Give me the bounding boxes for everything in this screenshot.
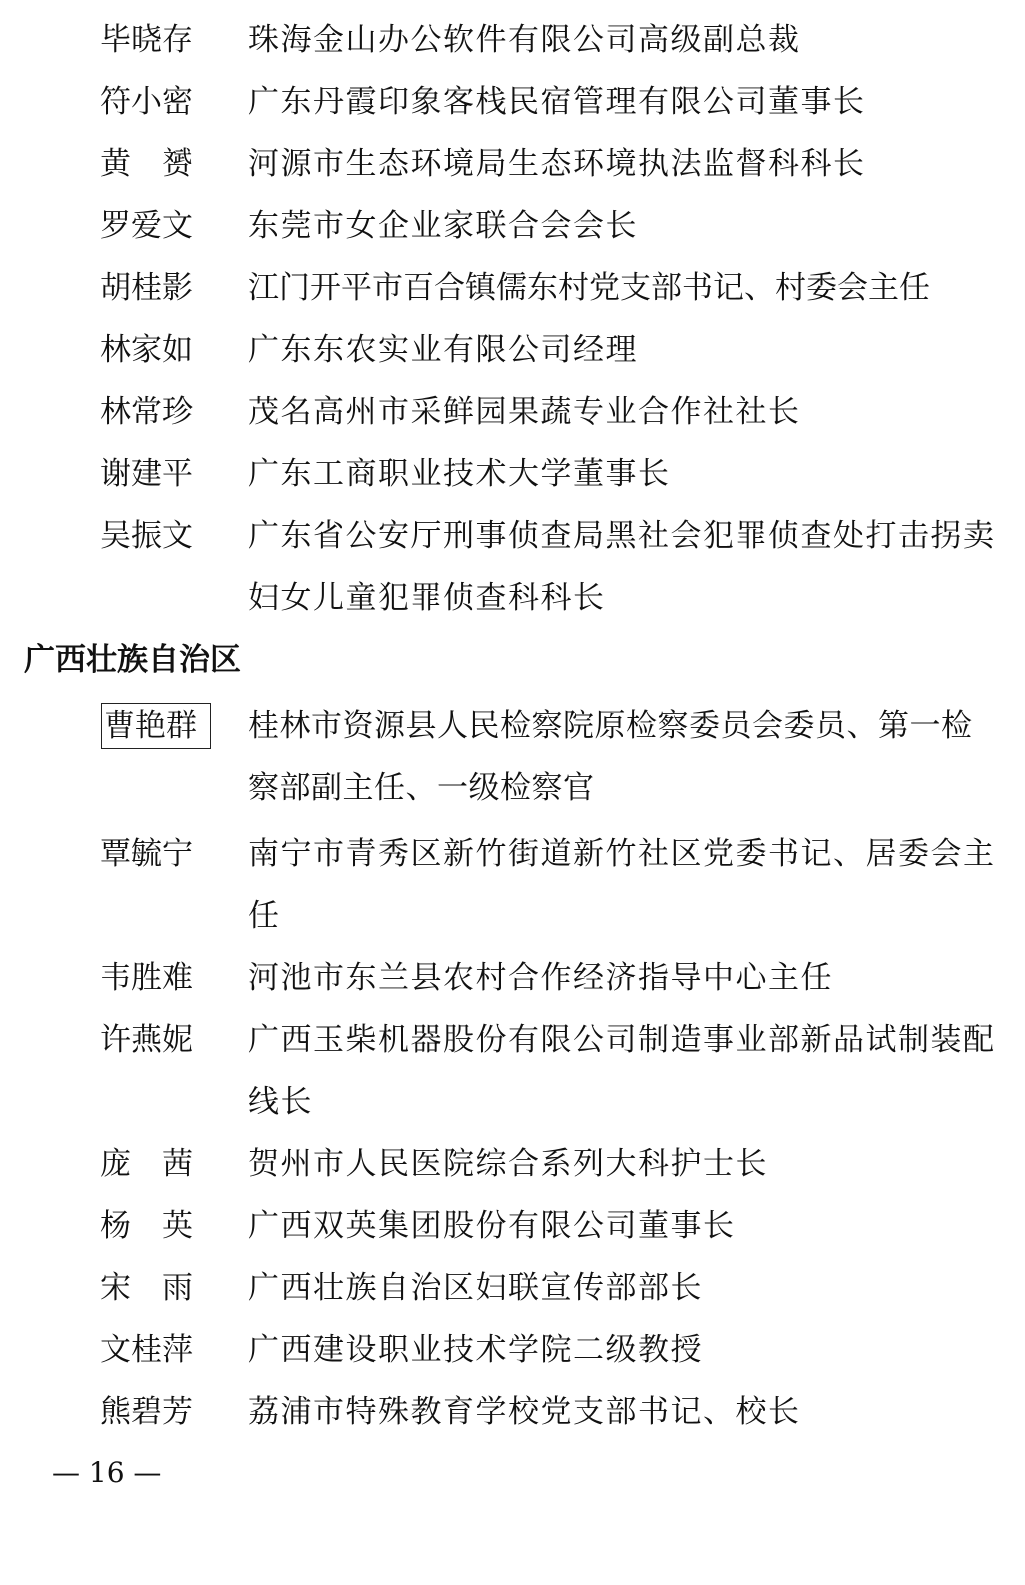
section-heading: 广西壮族自治区 xyxy=(24,642,241,678)
person-title: 广东省公安厅刑事侦查局黑社会犯罪侦查处打击拐卖妇女儿童犯罪侦查科科长 xyxy=(248,518,996,616)
person-name: 罗爱文 xyxy=(100,208,193,244)
person-name: 黄 赟 xyxy=(100,146,193,182)
person-name: 熊碧芳 xyxy=(100,1394,193,1430)
person-name: 覃毓宁 xyxy=(100,836,193,872)
person-title: 广东工商职业技术大学董事长 xyxy=(248,456,671,492)
person-title: 广西玉柴机器股份有限公司制造事业部新品试制装配线长 xyxy=(248,1022,996,1120)
page-number: — 16 — xyxy=(52,1456,162,1489)
person-name: 吴振文 xyxy=(100,518,193,554)
person-title: 广东东农实业有限公司经理 xyxy=(248,332,638,368)
person-name: 曹艳群 xyxy=(104,706,208,746)
person-title: 广东丹霞印象客栈民宿管理有限公司董事长 xyxy=(248,84,866,120)
person-title: 广西建设职业技术学院二级教授 xyxy=(248,1332,703,1368)
person-title: 茂名高州市采鲜园果蔬专业合作社社长 xyxy=(248,394,801,430)
person-name: 许燕妮 xyxy=(100,1022,193,1058)
person-title: 贺州市人民医院综合系列大科护士长 xyxy=(248,1146,768,1182)
person-title: 江门开平市百合镇儒东村党支部书记、村委会主任 xyxy=(248,270,930,306)
person-name: 杨 英 xyxy=(100,1208,193,1244)
person-title: 南宁市青秀区新竹街道新竹社区党委书记、居委会主任 xyxy=(248,836,996,934)
person-title: 河池市东兰县农村合作经济指导中心主任 xyxy=(248,960,833,996)
person-name: 庞 茜 xyxy=(100,1146,193,1182)
person-title: 桂林市资源县人民检察院原检察委员会委员、第一检察部副主任、一级检察官 xyxy=(248,708,973,806)
person-name: 文桂萍 xyxy=(100,1332,193,1368)
person-name: 符小密 xyxy=(100,84,193,120)
person-name: 韦胜难 xyxy=(100,960,193,996)
person-title: 荔浦市特殊教育学校党支部书记、校长 xyxy=(248,1394,801,1430)
person-title: 广西壮族自治区妇联宣传部部长 xyxy=(248,1270,703,1306)
person-name: 胡桂影 xyxy=(100,270,193,306)
person-title: 珠海金山办公软件有限公司高级副总裁 xyxy=(248,22,801,58)
person-name: 宋 雨 xyxy=(100,1270,193,1306)
person-name: 毕晓存 xyxy=(100,22,193,58)
person-name: 林常珍 xyxy=(100,394,193,430)
person-name: 林家如 xyxy=(100,332,193,368)
person-title: 广西双英集团股份有限公司董事长 xyxy=(248,1208,736,1244)
person-title: 河源市生态环境局生态环境执法监督科科长 xyxy=(248,146,866,182)
person-name: 谢建平 xyxy=(100,456,193,492)
person-title: 东莞市女企业家联合会会长 xyxy=(248,208,638,244)
